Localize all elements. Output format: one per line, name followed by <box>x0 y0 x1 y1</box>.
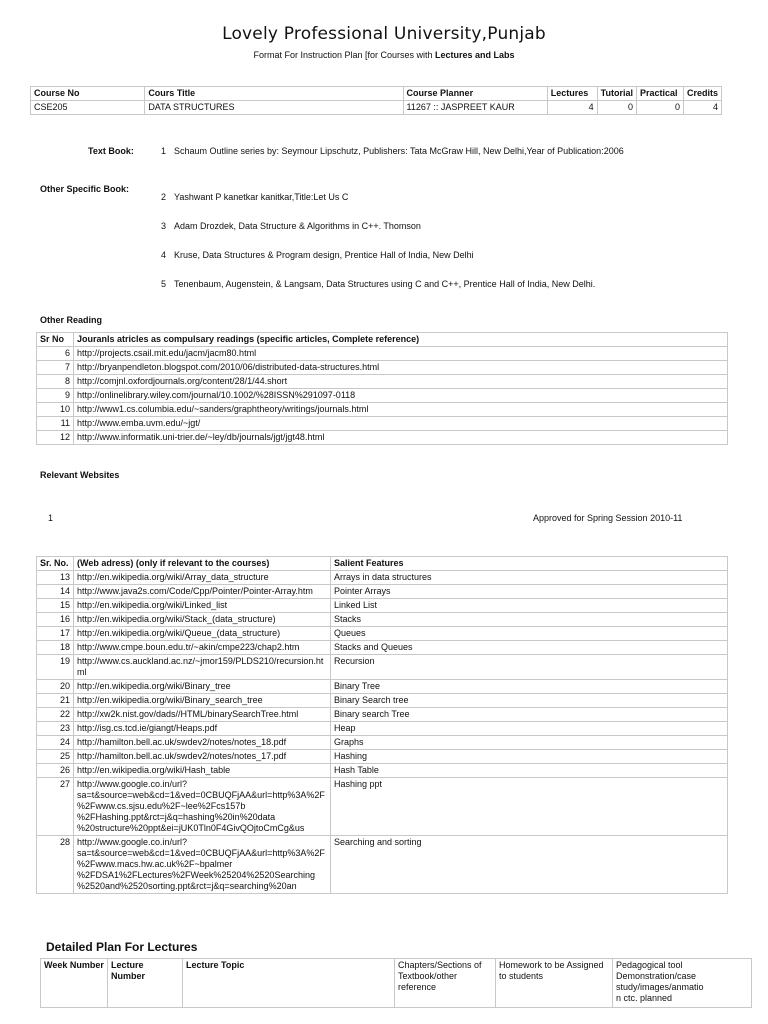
col-lectures: Lectures <box>547 87 597 101</box>
course-title: DATA STRUCTURES <box>145 101 403 115</box>
sr-cell: 18 <box>37 641 74 655</box>
sr-cell: 6 <box>37 347 74 361</box>
other-reading-header-row <box>37 333 728 347</box>
web-link[interactable]: http://en.wikipedia.org/wiki/Array_data_structure <box>74 571 331 585</box>
feature-cell: Graphs <box>331 736 728 750</box>
col-lecture-number: Lecture Number <box>108 959 183 1008</box>
web-link[interactable]: http://isg.cs.tcd.ie/giangt/Heaps.pdf <box>74 722 331 736</box>
sr-cell: 25 <box>37 750 74 764</box>
feature-cell: Recursion <box>331 655 728 680</box>
format-bold: Lectures and Labs <box>435 50 515 60</box>
col-sr-no: Sr No <box>37 333 74 347</box>
table-row <box>37 389 728 403</box>
table-row <box>37 361 728 375</box>
table-row <box>37 431 728 445</box>
feature-cell: Pointer Arrays <box>331 585 728 599</box>
lecture-plan-table <box>40 958 752 1008</box>
feature-cell: Heap <box>331 722 728 736</box>
sr-cell: 27 <box>37 778 74 836</box>
course-lectures: 4 <box>547 101 597 115</box>
course-tutorial: 0 <box>597 101 636 115</box>
approval-note: Approved for Spring Session 2010-11 <box>533 513 683 523</box>
other-reading-heading: Other Reading <box>40 315 103 325</box>
other-book-item-5: Tenenbaum, Augenstein, & Langsam, Data Structures using C and C++, Prentice Hall of India, New Delhi. <box>174 279 596 289</box>
other-book-num-2: 2 <box>161 192 167 202</box>
table-row <box>37 375 728 389</box>
table-row <box>37 655 728 680</box>
other-book-num-5: 5 <box>161 279 167 289</box>
course-planner: 11267 :: JASPREET KAUR <box>403 101 547 115</box>
lecture-plan-header-row <box>41 959 752 1008</box>
col-pedagogical-tool: Pedagogical tool Demonstration/case study/images/anmatio n ctc. planned <box>613 959 752 1008</box>
other-reading-table <box>36 332 728 445</box>
detailed-plan-heading: Detailed Plan For Lectures <box>46 940 198 954</box>
table-row <box>37 403 728 417</box>
sr-cell: 21 <box>37 694 74 708</box>
table-row <box>37 613 728 627</box>
table-row <box>37 722 728 736</box>
course-credits: 4 <box>683 101 721 115</box>
other-book-num-4: 4 <box>161 250 167 260</box>
table-row <box>37 571 728 585</box>
web-link[interactable]: http://en.wikipedia.org/wiki/Hash_table <box>74 764 331 778</box>
col-sr-no: Sr. No. <box>37 557 74 571</box>
table-row <box>37 836 728 894</box>
table-row <box>37 764 728 778</box>
web-link[interactable]: http://xw2k.nist.gov/dads//HTML/binarySearchTree.html <box>74 708 331 722</box>
web-link[interactable]: http://www.google.co.in/url? sa=t&source=web&cd=1&ved=0CBUQFjAA&url=http%3A%2F %2Fwww.macs.hw.ac.uk%2F~bpalmer %2FDSA1%2FLectures%2FWeek%25204%2520Searching %2520and%2520sorting.ppt&rct=j&q=searching%20an <box>74 836 331 894</box>
journal-link[interactable]: http://www.informatik.uni-trier.de/~ley/db/journals/jgt/jgt48.html <box>74 431 728 445</box>
course-table <box>30 86 722 115</box>
sr-cell: 13 <box>37 571 74 585</box>
table-row <box>37 778 728 836</box>
text-book-num-1: 1 <box>161 146 167 156</box>
sr-cell: 26 <box>37 764 74 778</box>
other-book-item-4: Kruse, Data Structures & Program design, Prentice Hall of India, New Delhi <box>174 250 474 260</box>
table-row <box>37 641 728 655</box>
feature-cell: Binary Search tree <box>331 694 728 708</box>
sr-cell: 7 <box>37 361 74 375</box>
websites-header-row <box>37 557 728 571</box>
feature-cell: Searching and sorting <box>331 836 728 894</box>
table-row <box>37 627 728 641</box>
table-row <box>37 680 728 694</box>
other-book-item-2: Yashwant P kanetkar kanitkar,Title:Let Us C <box>174 192 349 202</box>
web-link[interactable]: http://hamilton.bell.ac.uk/swdev2/notes/notes_18.pdf <box>74 736 331 750</box>
col-practical: Practical <box>636 87 683 101</box>
journal-link[interactable]: http://projects.csail.mit.edu/jacm/jacm80.html <box>74 347 728 361</box>
sr-cell: 10 <box>37 403 74 417</box>
table-row <box>37 694 728 708</box>
feature-cell: Arrays in data structures <box>331 571 728 585</box>
course-header-row <box>31 87 722 101</box>
web-link[interactable]: http://www.java2s.com/Code/Cpp/Pointer/Pointer-Array.htm <box>74 585 331 599</box>
col-journal-ref: Jouranls atricles as compulsary readings (specific articles, Complete reference) <box>74 333 728 347</box>
col-web-address: (Web adress) (only if relevant to the courses) <box>74 557 331 571</box>
web-link[interactable]: http://en.wikipedia.org/wiki/Binary_search_tree <box>74 694 331 708</box>
col-course-planner: Course Planner <box>403 87 547 101</box>
web-link[interactable]: http://en.wikipedia.org/wiki/Queue_(data_structure) <box>74 627 331 641</box>
course-practical: 0 <box>636 101 683 115</box>
sr-cell: 15 <box>37 599 74 613</box>
journal-link[interactable]: http://www.emba.uvm.edu/~jgt/ <box>74 417 728 431</box>
journal-link[interactable]: http://bryanpendleton.blogspot.com/2010/06/distributed-data-structures.html <box>74 361 728 375</box>
col-lecture-topic: Lecture Topic <box>183 959 395 1008</box>
web-link[interactable]: http://en.wikipedia.org/wiki/Binary_tree <box>74 680 331 694</box>
feature-cell: Binary Tree <box>331 680 728 694</box>
page-number: 1 <box>48 513 54 523</box>
sr-cell: 28 <box>37 836 74 894</box>
text-book-label: Text Book: <box>88 146 134 156</box>
web-link[interactable]: http://www.cmpe.boun.edu.tr/~akin/cmpe223/chap2.htm <box>74 641 331 655</box>
col-course-no: Course No <box>31 87 145 101</box>
sr-cell: 24 <box>37 736 74 750</box>
format-prefix: Format For Instruction Plan [for Courses with <box>253 50 436 60</box>
col-week-number: Week Number <box>41 959 108 1008</box>
col-tutorial: Tutorial <box>597 87 636 101</box>
other-book-label: Other Specific Book: <box>40 184 130 194</box>
other-book-item-3: Adam Drozdek, Data Structure & Algorithms in C++. Thomson <box>174 221 421 231</box>
sr-cell: 14 <box>37 585 74 599</box>
journal-link[interactable]: http://www1.cs.columbia.edu/~sanders/graphtheory/writings/journals.html <box>74 403 728 417</box>
format-subtitle <box>0 50 768 60</box>
feature-cell: Queues <box>331 627 728 641</box>
col-credits: Credits <box>683 87 721 101</box>
table-row <box>37 599 728 613</box>
feature-cell: Linked List <box>331 599 728 613</box>
feature-cell: Hashing ppt <box>331 778 728 836</box>
table-row <box>37 347 728 361</box>
feature-cell: Hash Table <box>331 764 728 778</box>
sr-cell: 22 <box>37 708 74 722</box>
text-book-item-1: Schaum Outline series by: Seymour Lipschutz, Publishers: Tata McGraw Hill, New Delhi,Year of Publication:2006 <box>174 146 624 156</box>
feature-cell: Hashing <box>331 750 728 764</box>
table-row <box>37 585 728 599</box>
course-row <box>31 101 722 115</box>
col-chapters: Chapters/Sections of Textbook/other reference <box>395 959 496 1008</box>
sr-cell: 20 <box>37 680 74 694</box>
feature-cell: Stacks <box>331 613 728 627</box>
col-course-title: Cours Title <box>145 87 403 101</box>
sr-cell: 19 <box>37 655 74 680</box>
web-link[interactable]: http://www.google.co.in/url? sa=t&source=web&cd=1&ved=0CBUQFjAA&url=http%3A%2F %2Fwww.cs.sjsu.edu%2F~lee%2Fcs157b %2FHashing.ppt&rct=j&q=hashing%20in%20data %20structure%20ppt&ei=jUK0Tln0F4GivQOjtoCmCg&us <box>74 778 331 836</box>
col-salient-features: Salient Features <box>331 557 728 571</box>
table-row <box>37 736 728 750</box>
journal-link[interactable]: http://comjnl.oxfordjournals.org/content/28/1/44.short <box>74 375 728 389</box>
sr-cell: 23 <box>37 722 74 736</box>
course-no: CSE205 <box>31 101 145 115</box>
col-homework: Homework to be Assigned to students <box>496 959 613 1008</box>
sr-cell: 9 <box>37 389 74 403</box>
university-title: Lovely Professional University,Punjab <box>222 24 546 44</box>
feature-cell: Stacks and Queues <box>331 641 728 655</box>
web-link[interactable]: http://en.wikipedia.org/wiki/Linked_list <box>74 599 331 613</box>
table-row <box>37 417 728 431</box>
sr-cell: 8 <box>37 375 74 389</box>
other-book-num-3: 3 <box>161 221 167 231</box>
web-link[interactable]: http://hamilton.bell.ac.uk/swdev2/notes/notes_17.pdf <box>74 750 331 764</box>
table-row <box>37 750 728 764</box>
sr-cell: 12 <box>37 431 74 445</box>
sr-cell: 16 <box>37 613 74 627</box>
web-link[interactable]: http://en.wikipedia.org/wiki/Stack_(data_structure) <box>74 613 331 627</box>
web-link[interactable]: http://www.cs.auckland.ac.nz/~jmor159/PLDS210/recursion.ht ml <box>74 655 331 680</box>
relevant-websites-heading: Relevant Websites <box>40 470 120 480</box>
feature-cell: Binary search Tree <box>331 708 728 722</box>
websites-table <box>36 556 728 894</box>
journal-link[interactable]: http://onlinelibrary.wiley.com/journal/10.1002/%28ISSN%291097-0118 <box>74 389 728 403</box>
sr-cell: 11 <box>37 417 74 431</box>
table-row <box>37 708 728 722</box>
sr-cell: 17 <box>37 627 74 641</box>
